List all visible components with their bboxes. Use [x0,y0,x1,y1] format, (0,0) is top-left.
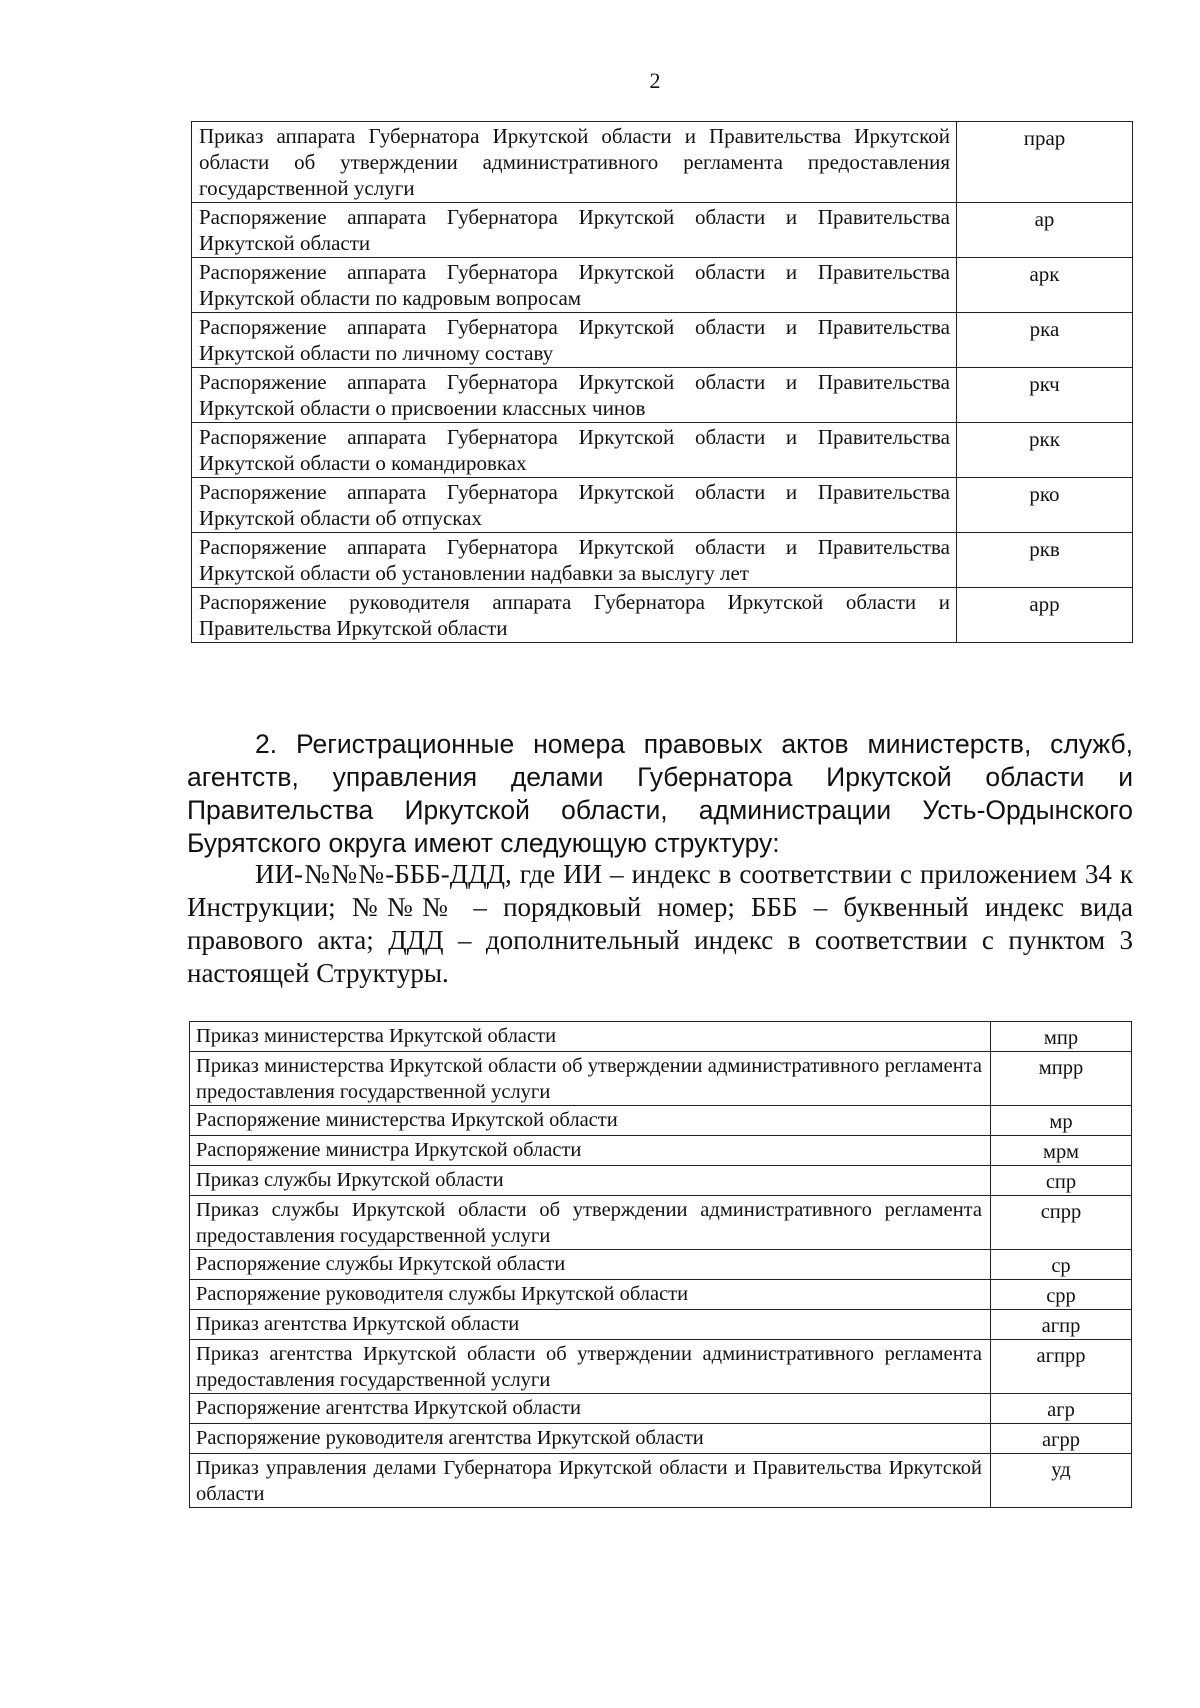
letter-index-cell: арр [957,588,1133,643]
table-row [192,122,1133,203]
acts-table-governor-apparatus [191,121,1133,643]
paragraph-number-structure: ИИ-№№№-БББ-ДДД, где ИИ – индекс в соответствии с приложением 34 к Инструкции; №№№ – порядковый номер; БББ – буквенный индекс вида правового акта; ДДД – дополнительный индекс в соответствии с пунктом 3 настоящей Структуры. [187,859,1133,988]
letter-index-cell: прар [957,122,1133,203]
act-type-cell: Распоряжение агентства Иркутской области [190,1394,991,1424]
act-type-cell: Приказ агентства Иркутской области [190,1310,991,1340]
act-type-cell: Распоряжение министра Иркутской области [190,1136,991,1166]
table-row [192,533,1133,588]
letter-index-cell: мпрр [991,1052,1132,1106]
letter-index-cell: спрр [991,1196,1132,1250]
letter-index-cell: ар [957,203,1133,258]
act-type-cell: Приказ аппарата Губернатора Иркутской области и Правительства Иркутской области об утверждении административного регламента предоставления государственной услуги [192,122,957,203]
paragraph-registration-numbers: 2. Регистрационные номера правовых актов министерств, служб, агентств, управления делами Губернатора Иркутской области и Правительства Иркутской области, администрации Усть-Ордынского Бурятского округа имеют следующую структуру: [187,729,1133,858]
act-type-cell: Распоряжение аппарата Губернатора Иркутской области и Правительства Иркутской области о командировках [192,423,957,478]
letter-index-cell: агр [991,1394,1132,1424]
letter-index-cell: ркч [957,368,1133,423]
acts-table-ministries [189,1021,1132,1508]
table-row [192,478,1133,533]
letter-index-cell: рко [957,478,1133,533]
act-type-cell: Приказ агентства Иркутской области об утверждении административного регламента предоставления государственной услуги [190,1340,991,1394]
act-type-cell: Приказ министерства Иркутской области [190,1022,991,1052]
table-row [190,1310,1132,1340]
table-row [190,1196,1132,1250]
letter-index-cell: уд [991,1454,1132,1508]
table-row [190,1394,1132,1424]
letter-index-cell: спр [991,1166,1132,1196]
act-type-cell: Распоряжение руководителя службы Иркутской области [190,1280,991,1310]
letter-index-cell: ркв [957,533,1133,588]
table-row [190,1250,1132,1280]
table-row [192,203,1133,258]
act-type-cell: Приказ службы Иркутской области об утверждении административного регламента предоставления государственной услуги [190,1196,991,1250]
act-type-cell: Приказ службы Иркутской области [190,1166,991,1196]
letter-index-cell: ср [991,1250,1132,1280]
letter-index-cell: рка [957,313,1133,368]
letter-index-cell: мр [991,1106,1132,1136]
act-type-cell: Приказ управления делами Губернатора Иркутской области и Правительства Иркутской области [190,1454,991,1508]
table-row [190,1052,1132,1106]
letter-index-cell: мпр [991,1022,1132,1052]
act-type-cell: Распоряжение руководителя аппарата Губернатора Иркутской области и Правительства Иркутской области [192,588,957,643]
table-row [190,1166,1132,1196]
act-type-cell: Приказ министерства Иркутской области об утверждении административного регламента предоставления государственной услуги [190,1052,991,1106]
table-row [192,368,1133,423]
act-type-cell: Распоряжение аппарата Губернатора Иркутской области и Правительства Иркутской области об отпусках [192,478,957,533]
act-type-cell: Распоряжение аппарата Губернатора Иркутской области и Правительства Иркутской области [192,203,957,258]
page-number: 2 [649,68,661,93]
table-row [192,588,1133,643]
table-row [192,258,1133,313]
table-row [190,1106,1132,1136]
letter-index-cell: срр [991,1280,1132,1310]
table-row [192,423,1133,478]
letter-index-cell: мрм [991,1136,1132,1166]
act-type-cell: Распоряжение аппарата Губернатора Иркутской области и Правительства Иркутской области об установлении надбавки за выслугу лет [192,533,957,588]
act-type-cell: Распоряжение руководителя агентства Иркутской области [190,1424,991,1454]
letter-index-cell: агпр [991,1310,1132,1340]
letter-index-cell: арк [957,258,1133,313]
table-row [190,1454,1132,1508]
letter-index-cell: ркк [957,423,1133,478]
letter-index-cell: агрр [991,1424,1132,1454]
act-type-cell: Распоряжение аппарата Губернатора Иркутской области и Правительства Иркутской области по личному составу [192,313,957,368]
table-row [190,1022,1132,1052]
act-type-cell: Распоряжение аппарата Губернатора Иркутской области и Правительства Иркутской области по кадровым вопросам [192,258,957,313]
act-type-cell: Распоряжение службы Иркутской области [190,1250,991,1280]
act-type-cell: Распоряжение аппарата Губернатора Иркутской области и Правительства Иркутской области о присвоении классных чинов [192,368,957,423]
table-row [190,1424,1132,1454]
act-type-cell: Распоряжение министерства Иркутской области [190,1106,991,1136]
table-row [190,1280,1132,1310]
letter-index-cell: агпрр [991,1340,1132,1394]
table-row [192,313,1133,368]
table-row [190,1136,1132,1166]
table-row [190,1340,1132,1394]
